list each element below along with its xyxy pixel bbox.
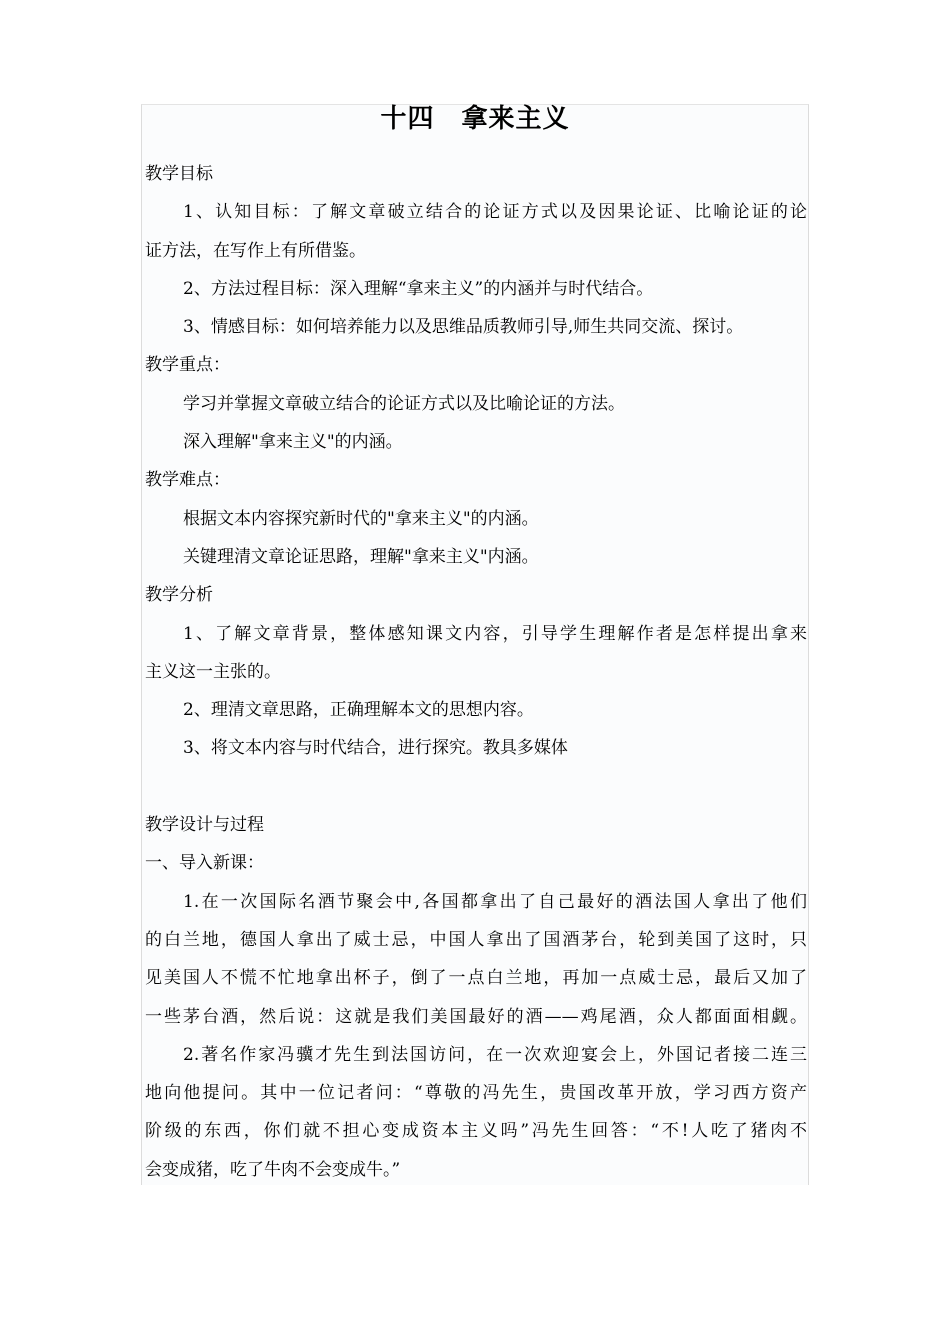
difficulties-heading: 教学难点：	[145, 470, 230, 491]
objective-1-line-2: 证方法，在写作上有所借鉴。	[145, 240, 366, 261]
story-2-line-3: 阶级的东西，你们就不担心变成资本主义吗”冯先生回答：“不!人吃了猪肉不	[145, 1121, 807, 1142]
keypoint-1: 学习并掌握文章破立结合的论证方式以及比喻论证的方法。	[183, 393, 625, 414]
story-2-line-1: 2.著名作家冯骥才先生到法国访问，在一次欢迎宴会上，外国记者接二连三	[183, 1044, 807, 1065]
objective-1-line-1: 1、认知目标：了解文章破立结合的论证方式以及因果论证、比喻论证的论	[183, 202, 807, 223]
objective-2: 2、方法过程目标：深入理解“拿来主义”的内涵并与时代结合。	[183, 278, 654, 299]
document-title: 十四 拿来主义	[380, 104, 570, 134]
document-body	[145, 155, 807, 1189]
story-1-line-3: 见美国人不慌不忙地拿出杯子，倒了一点白兰地，再加一点威士忌，最后又加了	[145, 968, 807, 989]
difficulty-2: 关键理清文章论证思路，理解"拿来主义"内涵。	[183, 546, 539, 567]
blank-line	[145, 768, 807, 806]
analysis-2: 2、理清文章思路，正确理解本文的思想内容。	[183, 700, 534, 721]
analysis-1-line-2: 主义这一主张的。	[145, 661, 281, 682]
story-2-line-2: 地向他提问。其中一位记者问：“尊敬的冯先生，贵国改革开放，学习西方资产	[145, 1083, 807, 1104]
intro-heading: 一、导入新课：	[145, 853, 264, 874]
story-2-line-4: 会变成猪，吃了牛肉不会变成牛。”	[145, 1159, 401, 1180]
analysis-3: 3、将文本内容与时代结合，进行探究。教具多媒体	[183, 738, 568, 759]
story-1-line-2: 的白兰地，德国人拿出了威士忌，中国人拿出了国酒茅台，轮到美国了这时，只	[145, 929, 807, 950]
difficulty-1: 根据文本内容探究新时代的"拿来主义"的内涵。	[183, 508, 539, 529]
story-1-line-4: 一些茅台酒，然后说：这就是我们美国最好的酒——鸡尾酒，众人都面面相觑。	[145, 1006, 807, 1027]
keypoints-heading: 教学重点：	[145, 355, 230, 376]
story-1-line-1: 1.在一次国际名酒节聚会中,各国都拿出了自己最好的酒法国人拿出了他们	[183, 891, 807, 912]
objective-3: 3、情感目标：如何培养能力以及思维品质教师引导,师生共同交流、探讨。	[183, 317, 744, 338]
design-heading: 教学设计与过程	[145, 815, 264, 836]
analysis-1-line-1: 1、了解文章背景，整体感知课文内容，引导学生理解作者是怎样提出拿来	[183, 623, 807, 644]
analysis-heading: 教学分析	[145, 585, 213, 606]
keypoint-2: 深入理解"拿来主义"的内涵。	[183, 432, 403, 453]
objectives-heading: 教学目标	[145, 164, 213, 184]
